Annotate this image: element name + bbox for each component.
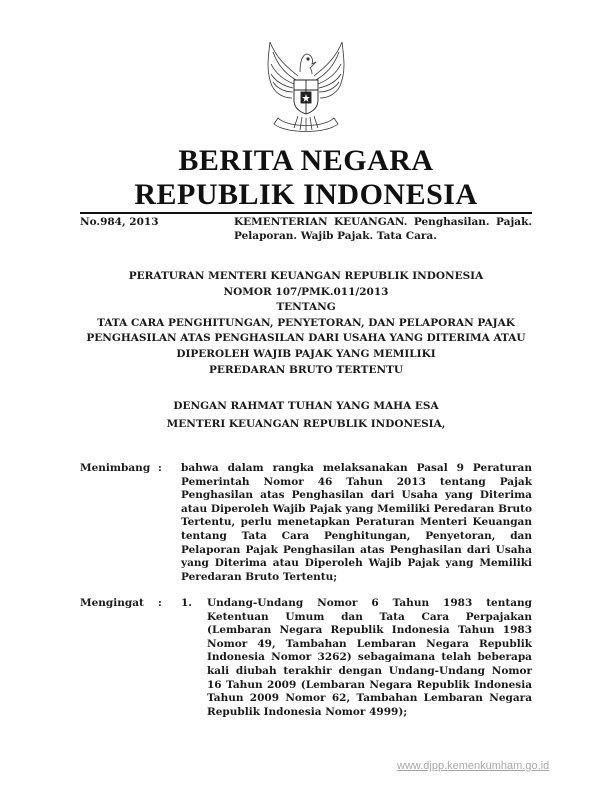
masthead-title-line2: REPUBLIK INDONESIA [134,178,478,211]
masthead-title-line1: BERITA NEGARA [178,144,434,177]
document-number: No.984, 2013 [80,216,159,228]
footer-website-link[interactable]: www.djpp.kemenkumham.go.id [397,760,550,772]
regulation-subject-line: PEREDARAN BRUTO TERTENTU [208,363,404,376]
opening-formula [80,398,532,433]
mengingat-label: Mengingat [80,597,144,609]
document-subject: KEMENTERIAN KEUANGAN. Penghasilan. Pajak. Pelaporan. Wajib Pajak. Tata Cara. [234,216,532,242]
mengingat-item-number: 1. [181,597,192,609]
opening-line: DENGAN RAHMAT TUHAN YANG MAHA ESA [173,400,439,412]
menimbang-text: bahwa dalam rangka melaksanakan Pasal 9 Peraturan Pemerintah Nomor 46 Tahun 2013 tentang Pajak Penghasilan atas Penghasilan dari Usaha yang Diterima atau Diperoleh Wajib Pajak yang Memiliki Peredaran Bruto Tertentu, perlu menetapkan Peraturan Menteri Keuangan tentang Tata Cara Penghitungan, Penyetoran, dan Pelaporan Pajak Penghasilan atas Penghasilan dari Usaha yang Diterima atau Diperoleh Wajib Pajak yang Memiliki Peredaran Bruto Tertentu; [181,462,532,583]
garuda-pancasila-emblem-icon [258,38,354,138]
regulation-subject-line: DIPEROLEH WAJIB PAJAK YANG MEMILIKI [176,347,436,360]
regulation-title: PERATURAN MENTERI KEUANGAN REPUBLIK INDONESIA [128,270,484,282]
opening-line: MENTERI KEUANGAN REPUBLIK INDONESIA, [166,417,446,430]
regulation-tentang: TENTANG [276,301,336,314]
regulation-heading [80,269,532,378]
menimbang-colon: : [158,462,162,474]
header-divider [80,212,532,214]
mengingat-colon: : [158,597,162,609]
regulation-subject-line: PENGHASILAN ATAS PENGHASILAN DARI USAHA YANG DITERIMA ATAU [86,332,526,345]
regulation-number: NOMOR 107/PMK.011/2013 [223,285,389,298]
regulation-subject-line: TATA CARA PENGHITUNGAN, PENYETORAN, DAN PELAPORAN PAJAK [97,316,515,329]
menimbang-label: Menimbang [80,462,151,474]
mengingat-item-text: Undang-Undang Nomor 6 Tahun 1983 tentang Ketentuan Umum dan Tata Cara Perpajakan (Lembaran Negara Republik Indonesia Tahun 1983 Nomor 49, Tambahan Lembaran Negara Republik Indonesia Nomor 3262) sebagaimana telah beberapa kali diubah terakhir dengan Undang-Undang Nomor 16 Tahun 2009 (Lembaran Negara Republik Indonesia Tahun 2009 Nomor 62, Tambahan Lembaran Negara Republik Indonesia Nomor 4999); [207,597,532,718]
